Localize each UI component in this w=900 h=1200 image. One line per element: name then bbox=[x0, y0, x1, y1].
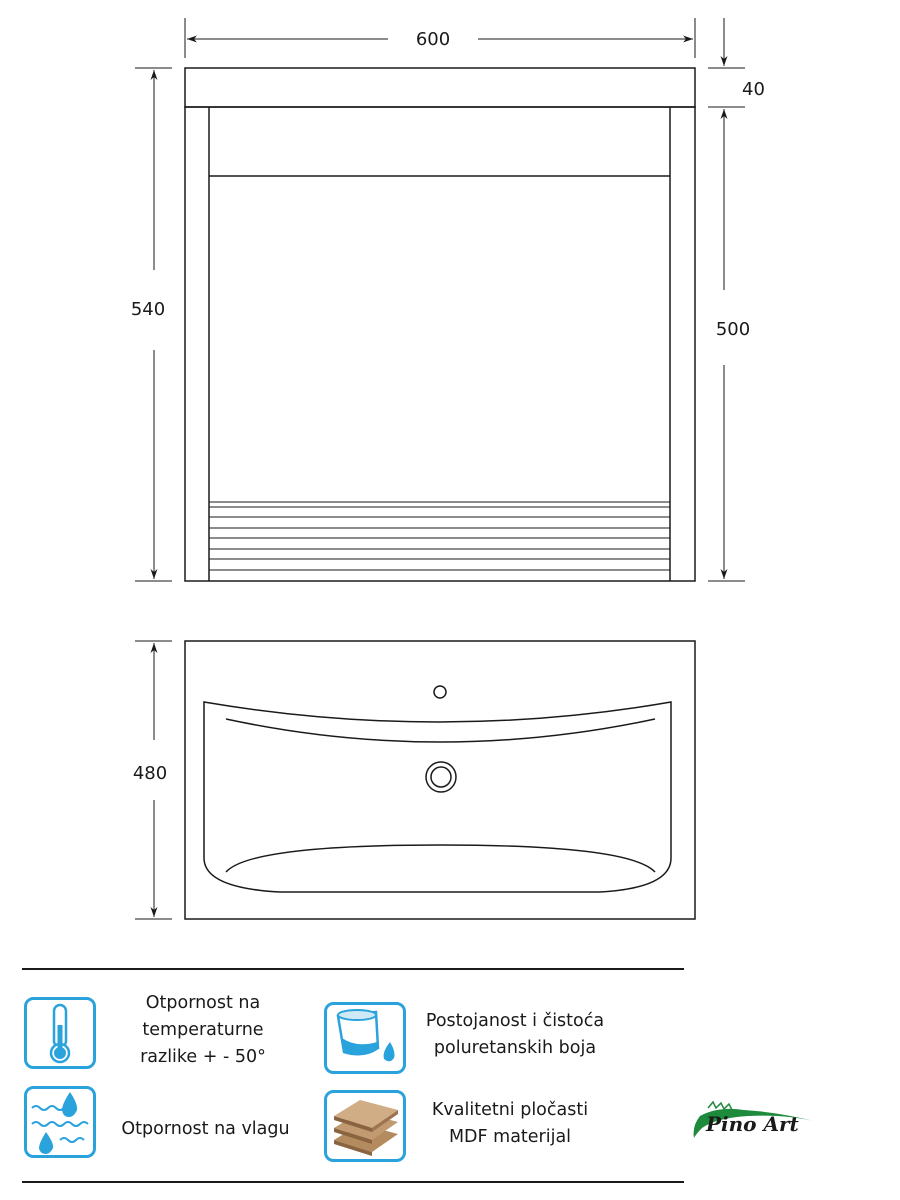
basin-bowl bbox=[204, 702, 671, 892]
water-drops-icon bbox=[24, 1086, 96, 1158]
top-thickness-label: 40 bbox=[742, 79, 765, 100]
top-view bbox=[185, 641, 695, 919]
total-height-label: 540 bbox=[130, 299, 166, 320]
depth-label: 480 bbox=[132, 763, 168, 784]
feature-paint-text: Postojanost i čistoća poluretanskih boja bbox=[425, 1011, 605, 1058]
thermometer-icon bbox=[24, 997, 96, 1069]
cabinet-height-dimension bbox=[708, 109, 745, 581]
bottom-divider bbox=[22, 1181, 684, 1183]
bottom-slats bbox=[209, 502, 670, 570]
total-height-dimension bbox=[135, 68, 172, 581]
faucet-hole bbox=[434, 686, 446, 698]
logo-text: Pino Art bbox=[706, 1112, 799, 1136]
feature-temperature-text: Otpornost na temperaturne razlike + - 50° bbox=[140, 993, 266, 1067]
mdf-boards-icon bbox=[324, 1090, 406, 1162]
top-divider bbox=[22, 968, 684, 970]
feature-moisture-text: Otpornost na vlagu bbox=[121, 1119, 290, 1139]
drain-inner bbox=[431, 767, 451, 787]
width-dimension-label: 600 bbox=[415, 29, 451, 50]
basin-front-curve bbox=[226, 845, 655, 872]
top-thickness-dimension bbox=[708, 18, 745, 140]
basin-outline bbox=[185, 641, 695, 919]
cabinet-height-label: 500 bbox=[715, 319, 751, 340]
paint-bucket-icon bbox=[324, 1002, 406, 1074]
front-view bbox=[185, 68, 695, 581]
pino-art-logo bbox=[688, 1098, 838, 1148]
feature-mdf-text: Kvalitetni pločasti MDF materijal bbox=[431, 1100, 589, 1147]
cabinet-body bbox=[185, 107, 695, 581]
countertop bbox=[185, 68, 695, 107]
